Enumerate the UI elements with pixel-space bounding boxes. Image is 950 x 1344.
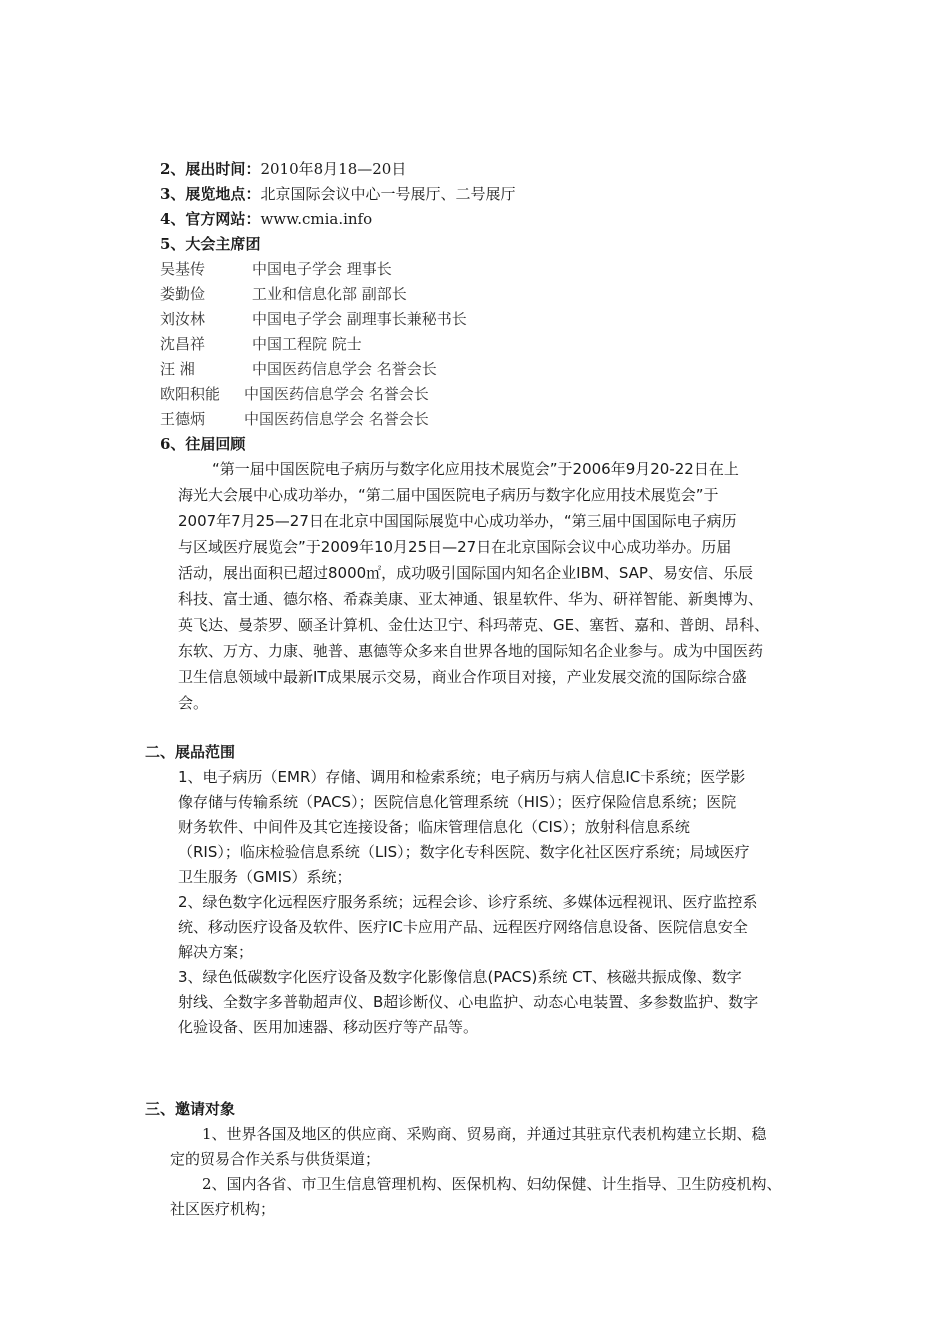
committee-row [160,382,429,407]
member-role: 中国医药信息学会 名誉会长 [252,360,437,378]
committee-row [160,332,362,357]
member-name: 刘汝林 [160,310,206,328]
review-line: 2007年7月25—27日在北京中国国际展览中心成功举办，“第三届中国国际电子病历 [178,512,737,530]
time-value: 2010年8月18—20日 [260,160,407,178]
review-line: 科技、富士通、德尔格、希森美康、亚太神通、银星软件、华为、研祥智能、新奥博为、 [178,590,764,608]
committee-row [160,307,467,332]
scope-line: 化验设备、医用加速器、移动医疗等产品等。 [178,1018,479,1036]
review-line: 会。 [178,694,209,712]
committee-row [160,282,407,307]
scope-line: 财务软件、中间件及其它连接设备；临床管理信息化（CIS）；放射科信息系统 [178,818,690,836]
info-place [160,182,515,207]
member-name: 王德炳 [160,410,206,428]
member-role: 工业和信息化部 副部长 [252,285,407,303]
place-value: 北京国际会议中心一号展厅、二号展厅 [260,185,516,203]
member-name: 欧阳积能 [160,385,221,403]
scope-line: 卫生服务（GMIS）系统； [178,868,352,886]
invite-heading: 三、邀请对象 [145,1100,236,1118]
member-name: 吴基传 [160,260,206,278]
review-line: 东软、万方、力康、驰普、惠德等众多来自世界各地的国际知名企业参与。成为中国医药 [178,642,764,660]
review-line: 海光大会展中心成功举办，“第二届中国医院电子病历与数字化应用技术展览会”于 [178,486,719,504]
scope-line: 1、电子病历（EMR）存储、调用和检索系统；电子病历与病人信息IC卡系统；医学影 [178,768,746,786]
member-name: 娄勤俭 [160,285,206,303]
member-role: 中国医药信息学会 名誉会长 [244,385,429,403]
info-time [160,157,406,182]
invite-line: 社区医疗机构； [170,1200,276,1218]
scope-line: 2、绿色数字化远程医疗服务系统；远程会诊、诊疗系统、多媒体远程视讯、医疗监控系 [178,893,758,911]
member-role: 中国医药信息学会 名誉会长 [244,410,429,428]
scope-heading: 二、展品范围 [145,743,236,761]
review-line: 与区域医疗展览会”于2009年10月25日—27日在北京国际会议中心成功举办。历届 [178,538,732,556]
invite-line: 定的贸易合作关系与供货渠道； [170,1150,381,1168]
scope-line: 射线、全数字多普勒超声仪、B超诊断仪、心电监护、动态心电装置、多参数监护、数字 [178,993,759,1011]
review-line: “第一届中国医院电子病历与数字化应用技术展览会”于2006年9月20-22日在上 [212,460,739,478]
member-role: 中国电子学会 副理事长兼秘书长 [252,310,467,328]
invite-line: 2、国内各省、市卫生信息管理机构、医保机构、妇幼保健、计生指导、卫生防疫机构、 [202,1175,782,1193]
time-label: 2、展出时间： [160,160,261,178]
review-line: 英飞达、曼荼罗、颐圣计算机、金仕达卫宁、科玛蒂克、GE、塞哲、嘉和、普朗、昂科、 [178,616,770,634]
committee-heading: 5、大会主席团 [160,235,261,253]
scope-line: 统、移动医疗设备及软件、医疗IC卡应用产品、远程医疗网络信息设备、医院信息安全 [178,918,748,936]
site-label: 4、官方网站： [160,210,261,228]
member-name: 汪 湘 [160,360,195,378]
site-value: www.cmia.info [260,210,373,228]
member-role: 中国工程院 院士 [252,335,362,353]
committee-row [160,257,392,282]
member-name: 沈昌祥 [160,335,206,353]
member-role: 中国电子学会 理事长 [252,260,392,278]
committee-row [160,357,437,382]
invite-line: 1、世界各国及地区的供应商、采购商、贸易商，并通过其驻京代表机构建立长期、稳 [202,1125,767,1143]
scope-line: 3、绿色低碳数字化医疗设备及数字化影像信息(PACS)系统 CT、核磁共振成像、数字 [178,968,742,986]
review-line: 活动，展出面积已超过8000㎡，成功吸引国际国内知名企业IBM、SAP、易安信、乐辰 [178,564,753,582]
review-heading: 6、往届回顾 [160,435,246,453]
info-site [160,207,372,232]
review-line: 卫生信息领域中最新IT成果展示交易，商业合作项目对接，产业发展交流的国际综合盛 [178,668,747,686]
scope-line: 像存储与传输系统（PACS）；医院信息化管理系统（HIS）；医疗保险信息系统；医院 [178,793,737,811]
scope-line: （RIS）；临床检验信息系统（LIS）；数字化专科医院、数字化社区医疗系统；局域医疗 [178,843,750,861]
scope-line: 解决方案； [178,943,254,961]
place-label: 3、展览地点： [160,185,261,203]
committee-row [160,407,429,432]
